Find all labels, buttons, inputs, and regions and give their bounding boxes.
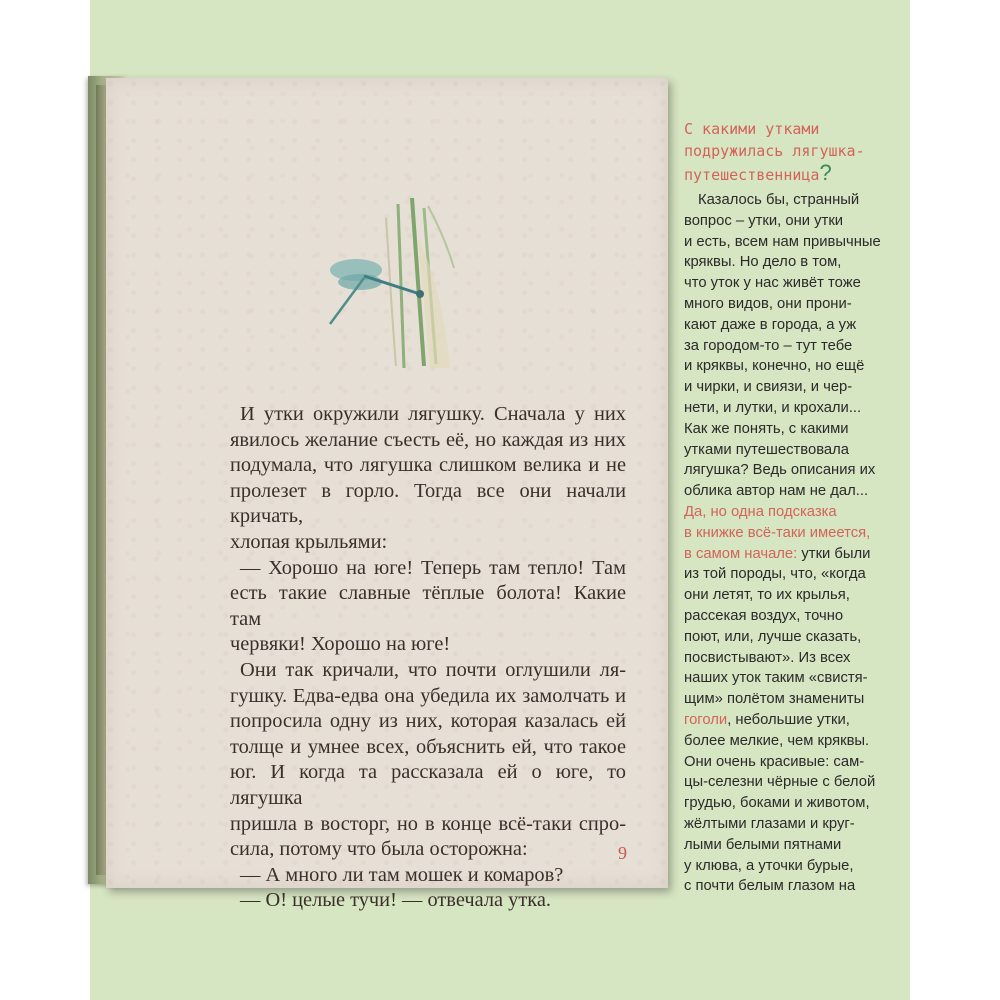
sidebar-line: много видов, они прони- bbox=[684, 295, 852, 312]
sidebar-title-line bbox=[684, 162, 904, 186]
sidebar-title-text: путешественница bbox=[684, 166, 820, 184]
sidebar-line: более мелкие, чем кряквы. bbox=[684, 732, 870, 749]
dragonfly-icon bbox=[330, 259, 424, 324]
sidebar-line: цы-селезни чёрные с белой bbox=[684, 774, 876, 791]
story-line: — А много ли там мошек и комаров? bbox=[240, 863, 564, 886]
story-line: хлопая крыльями: bbox=[230, 530, 388, 553]
dragonfly-reeds-illustration bbox=[320, 198, 470, 370]
sidebar-line: за городом-то – тут тебе bbox=[684, 337, 853, 354]
sidebar-line: поют, или, лучше сказать, bbox=[684, 628, 862, 645]
sidebar-line: Как же понять, с какими bbox=[684, 420, 849, 437]
sidebar-line: лягушка? Ведь описания их bbox=[684, 462, 876, 479]
story-line: — Хорошо на юге! Теперь там тепло! Там bbox=[240, 556, 626, 579]
sidebar-body bbox=[684, 190, 904, 897]
sidebar-line: посвистывают». Из всех bbox=[684, 649, 851, 666]
story-line: Они так кричали, что почти оглушили ля- bbox=[240, 658, 626, 681]
story-line: юг. И когда та рассказала ей о юге, то лягушка bbox=[230, 761, 626, 809]
sidebar-line: с почти белым глазом на bbox=[684, 878, 856, 895]
story-line: сила, потому что была осторожна: bbox=[230, 838, 528, 861]
sidebar-text: , небольшие утки, bbox=[727, 711, 850, 728]
sidebar-line: рассекая воздух, точно bbox=[684, 607, 844, 624]
question-mark: ? bbox=[819, 160, 832, 185]
sidebar-line: жёлтыми глазами и круг- bbox=[684, 815, 855, 832]
sidebar-title bbox=[684, 118, 904, 186]
sidebar-line: Они очень красивые: сам- bbox=[684, 753, 865, 770]
story-line: червяки! Хорошо на юге! bbox=[230, 633, 451, 656]
page-number: 9 bbox=[618, 843, 627, 863]
sidebar-line: у клюва, а уточки бурые, bbox=[684, 857, 854, 874]
sidebar-line: наших уток таким «свистя- bbox=[684, 670, 868, 687]
sidebar-note bbox=[684, 118, 904, 897]
sidebar-text: утки были bbox=[797, 545, 871, 562]
sidebar-line bbox=[684, 710, 904, 731]
sidebar-title-line: подружилась лягушка- bbox=[684, 142, 865, 160]
sidebar-line: вопрос – утки, они утки bbox=[684, 212, 844, 229]
sidebar-line: утками путешествовала bbox=[684, 441, 849, 458]
story-line: И утки окружили лягушку. Сначала у них bbox=[240, 403, 626, 425]
story-line: — О! целые тучи! — отвечала утка. bbox=[240, 889, 552, 912]
sidebar-line: облика автор нам не дал... bbox=[684, 483, 869, 500]
sidebar-hint-line: Да, но одна подсказка bbox=[684, 503, 837, 520]
story-line: пролезет в горло. Тогда все они начали кричать, bbox=[230, 479, 626, 528]
sidebar-line: Казалось бы, странный bbox=[698, 192, 860, 208]
story-line: подумала, что лягушка слишком велика и не bbox=[230, 454, 626, 477]
sidebar-line: лыми белыми пятнами bbox=[684, 836, 842, 853]
sidebar-hint-text: гоголи bbox=[684, 711, 728, 728]
sidebar-line: кряквы. Но дело в том, bbox=[684, 254, 842, 271]
sidebar-line: кают даже в города, а уж bbox=[684, 316, 857, 333]
sidebar-title-line: С какими утками bbox=[684, 120, 820, 138]
sidebar-hint-text: в самом начале: bbox=[684, 545, 798, 562]
sidebar-line: щим» полётом знамениты bbox=[684, 691, 865, 708]
sidebar-hint-line: в книжке всё-таки имеется, bbox=[684, 524, 871, 541]
story-text bbox=[230, 402, 626, 914]
sidebar-line bbox=[684, 544, 904, 565]
story-line: есть такие славные тёплые болота! Какие там bbox=[230, 582, 626, 630]
story-line: пришла в восторг, но в конце всё-таки спро- bbox=[230, 812, 626, 835]
sidebar-line: из той породы, что, «когда bbox=[684, 566, 866, 583]
story-line: попросила одну из них, которая казалась ей bbox=[230, 710, 626, 733]
story-line: явилось желание съесть её, но каждая из них bbox=[230, 428, 626, 451]
sidebar-line: и чирки, и свиязи, и чер- bbox=[684, 379, 853, 396]
story-line: гушку. Едва-едва она убедила их замолчать и bbox=[230, 684, 626, 707]
reeds-icon bbox=[386, 198, 454, 368]
sidebar-line: и кряквы, конечно, но ещё bbox=[684, 358, 865, 375]
sidebar-line: они летят, то их крылья, bbox=[684, 587, 850, 604]
story-line: толще и умнее всех, объяснить ей, что такое bbox=[230, 735, 626, 758]
sidebar-line: что уток у нас живёт тоже bbox=[684, 275, 861, 292]
sidebar-line: грудью, боками и животом, bbox=[684, 795, 870, 812]
sidebar-line: нети, и лутки, и крохали... bbox=[684, 399, 862, 416]
sidebar-line: и есть, всем нам привычные bbox=[684, 233, 881, 250]
